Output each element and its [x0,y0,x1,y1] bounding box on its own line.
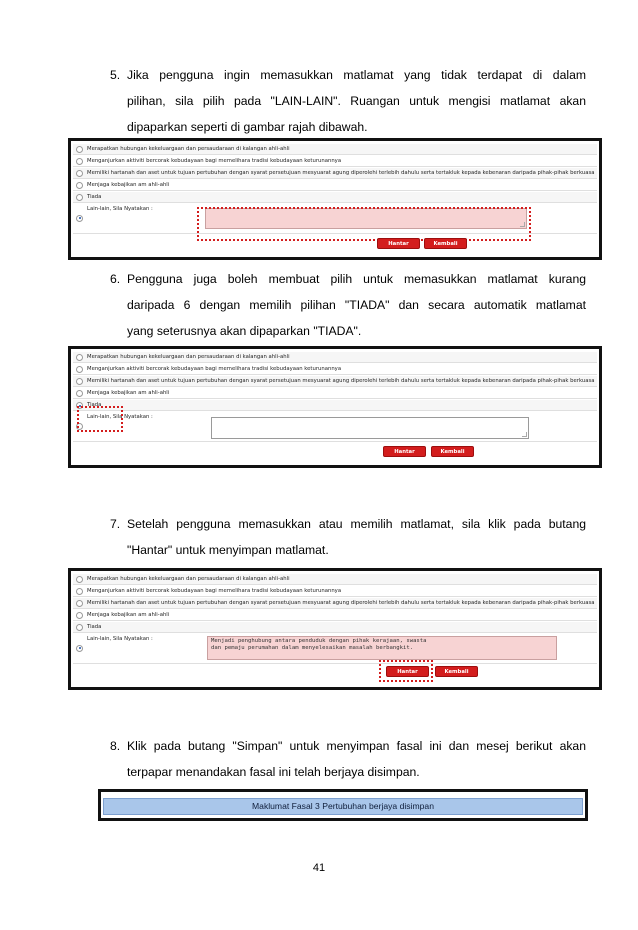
step-text-line: terpapar menandakan fasal ini telah berjaya disimpan. [127,765,420,779]
submit-button[interactable]: Hantar [386,666,429,677]
option-row[interactable]: Menganjurkan aktiviti bercorak kebudayaan bagi memelihara tradisi kebudayaan keturunannya [73,586,597,597]
radio-button[interactable] [76,170,83,177]
radio-button[interactable] [76,600,83,607]
success-message: Maklumat Fasal 3 Pertubuhan berjaya disimpan [103,798,583,815]
other-goal-textarea[interactable]: Menjadi penghubung antara penduduk dengan pihak kerajaan, swasta dan pemaju perumahan dalam menyelesaikan masalah berbangkit. [207,636,557,660]
radio-button[interactable] [76,366,83,373]
option-row[interactable]: Memiliki hartanah dan aset untuk tujuan pertubuhan dengan syarat persetujuan mesyuarat agung diperolehi terlebih dahulu serta tertakluk kepada kebenaran daripada pihak-pihak berkuasa [73,376,597,387]
other-option-row[interactable]: Lain-lain, Sila Nyatakan : [73,204,597,234]
option-row[interactable]: Merapatkan hubungan kekeluargaan dan persaudaraan di kalangan ahli-ahli [73,352,597,363]
radio-button[interactable] [76,146,83,153]
step-7 [110,511,586,563]
highlight-box [77,406,123,432]
step-number: 8. [110,739,121,753]
submit-button[interactable]: Hantar [377,238,420,249]
option-row[interactable]: Menjaga kebajikan am ahli-ahli [73,388,597,399]
step-5 [110,62,586,140]
option-row[interactable]: Tiada [73,192,597,203]
submit-button[interactable]: Hantar [383,446,426,457]
radio-button[interactable] [76,624,83,631]
step-text-line: pilihan, sila pilih pada "LAIN-LAIN". Ruangan untuk mengisi matlamat akan [127,94,586,108]
other-option-row[interactable]: Lain-lain, Sila Nyatakan : Menjadi penghubung antara penduduk dengan pihak kerajaan, swasta dan pemaju perumahan dalam menyelesaikan masalah berbangkit. [73,634,597,664]
option-row-tiada[interactable]: Tiada [73,400,597,411]
highlight-box [197,207,531,241]
option-row[interactable]: Merapatkan hubungan kekeluargaan dan persaudaraan di kalangan ahli-ahli [73,144,597,155]
page-number: 41 [312,862,326,874]
form-screenshot-3 [68,568,602,690]
success-screenshot [98,789,588,821]
radio-button-selected[interactable] [76,215,83,222]
other-goal-textarea[interactable] [211,417,529,439]
highlight-box [379,660,433,682]
back-button[interactable]: Kembali [424,238,467,249]
other-option-row[interactable]: Lain-lain, Sila Nyatakan : [73,412,597,442]
radio-button[interactable] [76,194,83,201]
radio-button[interactable] [76,588,83,595]
step-number: 5. [110,68,121,82]
step-6 [110,266,586,344]
radio-button[interactable] [76,576,83,583]
step-text-line: yang seterusnya akan dipaparkan "TIADA". [127,324,362,338]
step-text-line: "Hantar" untuk menyimpan matlamat. [127,543,329,557]
radio-button[interactable] [76,390,83,397]
step-number: 6. [110,272,121,286]
radio-button[interactable] [76,612,83,619]
step-text-line: Setelah pengguna memasukkan atau memilih matlamat, sila klik pada butang [127,517,586,531]
step-text-line: daripada 6 dengan memilih pilihan "TIADA" dan secara automatik matlamat [127,298,586,312]
step-text-line: dipaparkan seperti di gambar rajah dibawah. [127,120,368,134]
step-text-line: Klik pada butang "Simpan" untuk menyimpan fasal ini dan mesej berikut akan [127,739,586,753]
radio-button[interactable] [76,158,83,165]
radio-button-selected[interactable] [76,645,83,652]
back-button[interactable]: Kembali [431,446,474,457]
form-screenshot-2 [68,346,602,468]
back-button[interactable]: Kembali [435,666,478,677]
radio-button[interactable] [76,354,83,361]
step-number: 7. [110,517,121,531]
step-8 [110,733,586,785]
step-text-line: Jika pengguna ingin memasukkan matlamat yang tidak terdapat di dalam [127,68,586,82]
radio-button[interactable] [76,378,83,385]
option-row[interactable]: Merapatkan hubungan kekeluargaan dan persaudaraan di kalangan ahli-ahli [73,574,597,585]
option-row[interactable]: Menganjurkan aktiviti bercorak kebudayaan bagi memelihara tradisi kebudayaan keturunannya [73,156,597,167]
option-row[interactable]: Tiada [73,622,597,633]
step-text-line: Pengguna juga boleh membuat pilih untuk memasukkan matlamat kurang [127,272,586,286]
option-row[interactable]: Menganjurkan aktiviti bercorak kebudayaan bagi memelihara tradisi kebudayaan keturunannya [73,364,597,375]
resize-grip-icon[interactable] [522,432,527,437]
option-row[interactable]: Menjaga kebajikan am ahli-ahli [73,180,597,191]
option-row[interactable]: Menjaga kebajikan am ahli-ahli [73,610,597,621]
radio-button[interactable] [76,182,83,189]
form-screenshot-1 [68,138,602,260]
option-row[interactable]: Memiliki hartanah dan aset untuk tujuan pertubuhan dengan syarat persetujuan mesyuarat agung diperolehi terlebih dahulu serta tertakluk kepada kebenaran daripada pihak-pihak berkuasa [73,168,597,179]
option-row[interactable]: Memiliki hartanah dan aset untuk tujuan pertubuhan dengan syarat persetujuan mesyuarat agung diperolehi terlebih dahulu serta tertakluk kepada kebenaran daripada pihak-pihak berkuasa [73,598,597,609]
